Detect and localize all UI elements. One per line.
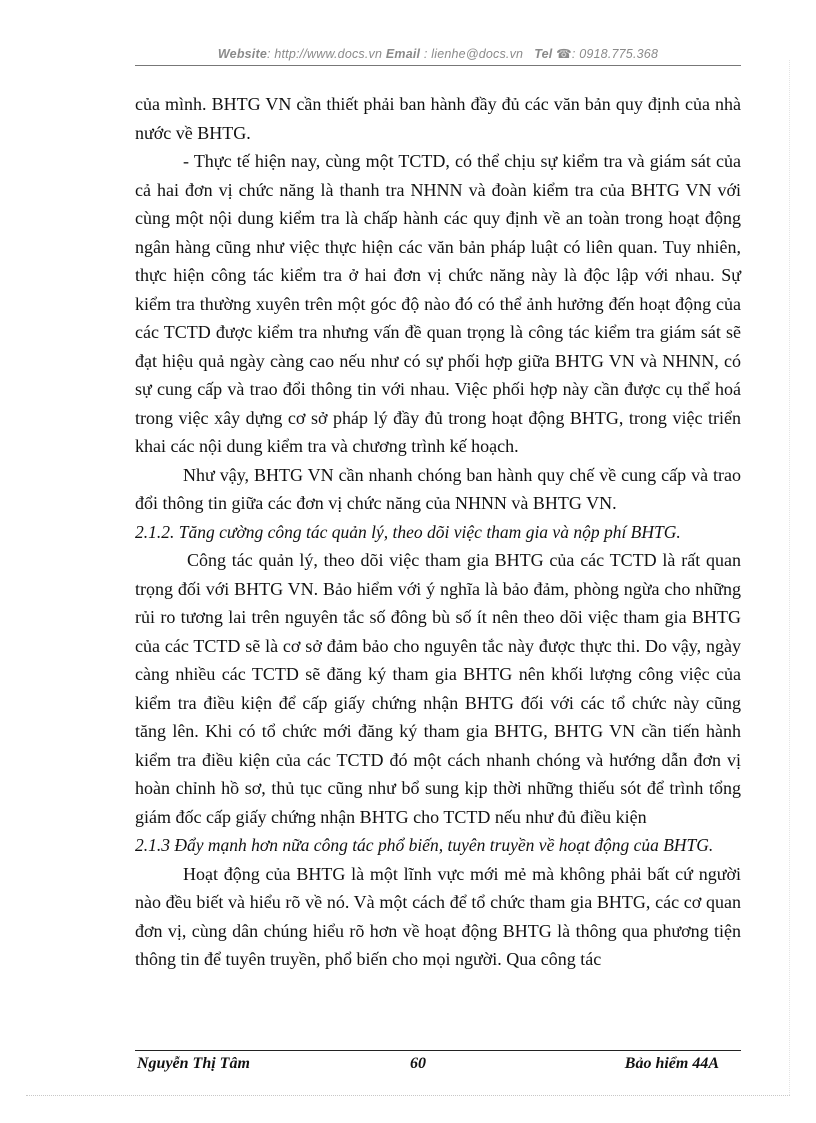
tel-value: ☎: 0918.775.368: [556, 47, 659, 61]
website-value: : http://www.docs.vn: [267, 47, 383, 61]
footer-page-number: 60: [410, 1055, 426, 1072]
paragraph-2: - Thực tế hiện nay, cùng một TCTD, có thể chịu sự kiểm tra và giám sát của cả hai đơn vị chức năng là thanh tra NHNN và đoàn kiểm tra của BHTG VN với cùng một nội dung kiểm tra là chấp hành các quy định về an toàn trong hoạt động ngân hàng cũng như việc thực hiện các văn bản pháp luật có liên quan. Tuy nhiên, thực hiện công tác kiểm tra ở hai đơn vị chức năng này là độc lập với nhau. Sự kiểm tra thường xuyên trên một góc độ nào đó có thể ảnh hưởng đến hoạt động của các TCTD được kiểm tra nhưng vấn đề quan trọng là công tác kiểm tra giám sát sẽ đạt hiệu quả ngày càng cao nếu như có sự phối hợp giữa BHTG VN và NHNN, có sự cung cấp và trao đổi thông tin với nhau. Việc phối hợp này cần được cụ thể hoá trong việc xây dựng cơ sở pháp lý đầy đủ trong hoạt động BHTG, trong việc triển khai các nội dung kiểm tra và chương trình kế hoạch.: [135, 151, 741, 456]
website-label: Website: [217, 47, 267, 61]
email-label: Email: [385, 47, 421, 61]
paragraph-4: Công tác quản lý, theo dõi việc tham gia BHTG của các TCTD là rất quan trọng đối với BHTG VN. Bảo hiểm với ý nghĩa là bảo đảm, phòng ngừa cho những rủi ro tương lai trên nguyên tắc số đông bù số ít nên theo dõi việc tham gia BHTG của các TCTD sẽ là cơ sở đảm bảo cho nguyên tắc này được thực thi. Do vậy, ngày càng nhiều các TCTD sẽ đăng ký tham gia BHTG nên khối lượng công việc của kiểm tra điều kiện để cấp giấy chứng nhận BHTG đối với các tổ chức này cũng tăng lên. Khi có tổ chức mới đăng ký tham gia BHTG, BHTG VN cần tiến hành kiểm tra điều kiện của các TCTD đó một cách nhanh chóng và hướng dẫn đơn vị hoàn chỉnh hồ sơ, thủ tục cũng như bổ sung kịp thời những thiếu sót để trình tổng giám đốc cấp giấy chứng nhận BHTG cho TCTD nếu như đủ điều kiện: [135, 550, 741, 827]
page-header: [135, 46, 741, 61]
email-value: : lienhe@docs.vn: [423, 47, 524, 61]
footer-author: Nguyễn Thị Tâm: [137, 1055, 250, 1072]
paragraph-1: của mình. BHTG VN cần thiết phải ban hành đầy đủ các văn bản quy định của nhà nước về BHTG.: [135, 94, 741, 143]
page-border-bottom: [26, 1095, 790, 1096]
paragraph-5: Hoạt động của BHTG là một lĩnh vực mới mẻ mà không phải bất cứ người nào đều biết và hiểu rõ về nó. Và một cách để tổ chức tham gia BHTG, các cơ quan đơn vị, cùng dân chúng hiểu rõ hơn về hoạt động BHTG là thông qua phương tiện thông tin để tuyên truyền, phổ biến cho mọi người. Qua công tác: [135, 863, 741, 969]
footer-class-name: Bảo hiểm 44A: [624, 1055, 719, 1072]
document-body: [135, 90, 741, 974]
paragraph-3: Như vậy, BHTG VN cần nhanh chóng ban hành quy chế về cung cấp và trao đổi thông tin giữa các đơn vị chức năng của NHNN và BHTG VN.: [135, 464, 741, 513]
page-border-right: [789, 60, 790, 1095]
section-heading-2-1-2: 2.1.2. Tăng cường công tác quản lý, theo dõi việc tham gia và nộp phí BHTG.: [135, 521, 681, 542]
page-footer: [135, 1055, 741, 1077]
tel-label: Tel: [534, 47, 553, 61]
header-rule: [135, 65, 741, 66]
section-heading-2-1-3: 2.1.3 Đẩy mạnh hơn nữa công tác phổ biến, tuyên truyền về hoạt động của BHTG.: [135, 835, 714, 855]
footer-rule: [135, 1050, 741, 1051]
